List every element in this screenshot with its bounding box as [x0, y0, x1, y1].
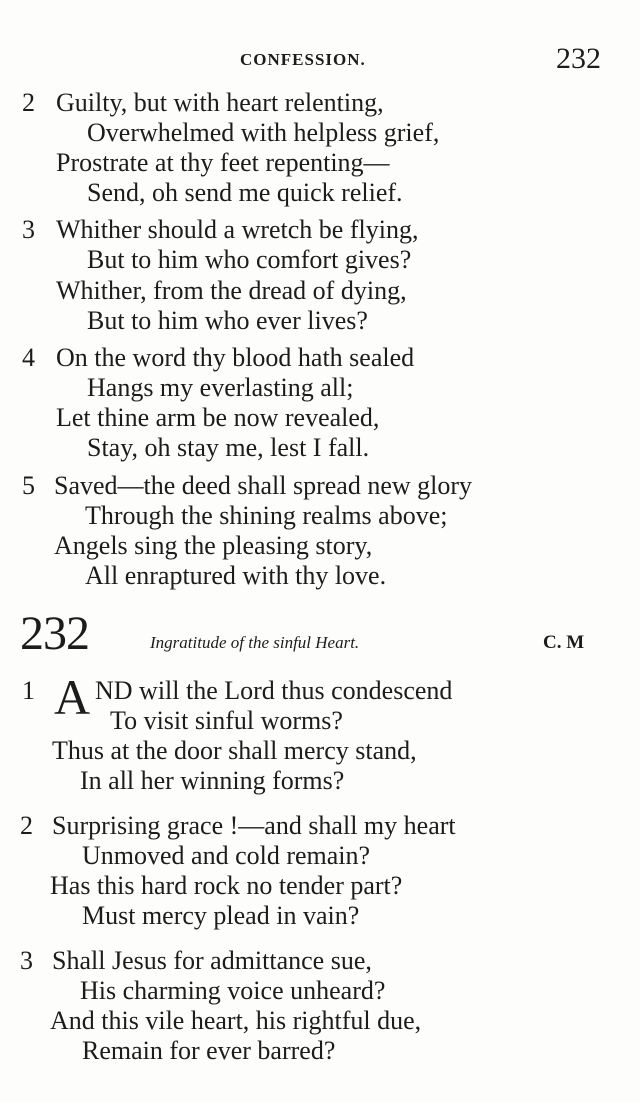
verse-line: All enraptured with thy love.	[85, 561, 387, 590]
stanza-number: 2	[20, 811, 33, 840]
verse-line: But to him who comfort gives?	[87, 245, 412, 274]
verse-line: Has this hard rock no tender part?	[50, 871, 403, 900]
stanza-number: 1	[22, 676, 35, 705]
drop-cap: A	[54, 669, 91, 725]
verse-line: To visit sinful worms?	[110, 706, 343, 735]
verse-line: Through the shining realms above;	[85, 501, 448, 530]
verse-line: Must mercy plead in vain?	[82, 901, 360, 930]
verse-line: Send, oh send me quick relief.	[87, 178, 403, 207]
stanza-number: 3	[20, 946, 33, 975]
verse-line: Remain for ever barred?	[82, 1036, 336, 1065]
verse-line: Whither, from the dread of dying,	[56, 276, 407, 305]
verse-line: Overwhelmed with helpless grief,	[87, 118, 440, 147]
verse-line: His charming voice unheard?	[80, 976, 386, 1005]
verse-line: In all her winning forms?	[80, 766, 345, 795]
verse-line: Shall Jesus for admittance sue,	[52, 946, 372, 975]
verse-line: Prostrate at thy feet repenting—	[56, 148, 390, 177]
running-header: CONFESSION.	[240, 50, 366, 69]
verse-line: Saved—the deed shall spread new glory	[54, 471, 473, 500]
stanza-number: 3	[22, 215, 35, 244]
verse-line: Guilty, but with heart relenting,	[56, 88, 384, 117]
stanza-number: 4	[22, 343, 35, 372]
stanza-number: 5	[22, 471, 35, 500]
hymn-number: 232	[20, 607, 89, 660]
hymn-meter: C. M	[543, 632, 585, 653]
verse-line: ND will the Lord thus condescend	[95, 676, 453, 705]
verse-line: On the word thy blood hath sealed	[56, 343, 415, 372]
verse-line: But to him who ever lives?	[87, 306, 368, 335]
verse-line: Stay, oh stay me, lest I fall.	[87, 433, 370, 462]
verse-line: Surprising grace !—and shall my heart	[52, 811, 456, 840]
verse-line: Thus at the door shall mercy stand,	[52, 736, 417, 765]
verse-line: Angels sing the pleasing story,	[54, 531, 373, 560]
verse-line: And this vile heart, his rightful due,	[50, 1006, 422, 1035]
verse-line: Hangs my everlasting all;	[87, 373, 354, 402]
verse-line: Whither should a wretch be flying,	[56, 215, 419, 244]
stanza-number: 2	[22, 88, 35, 117]
hymn-title: Ingratitude of the sinful Heart.	[150, 633, 360, 652]
verse-line: Unmoved and cold remain?	[82, 841, 371, 870]
verse-line: Let thine arm be now revealed,	[56, 403, 380, 432]
page-number: 232	[556, 42, 601, 75]
